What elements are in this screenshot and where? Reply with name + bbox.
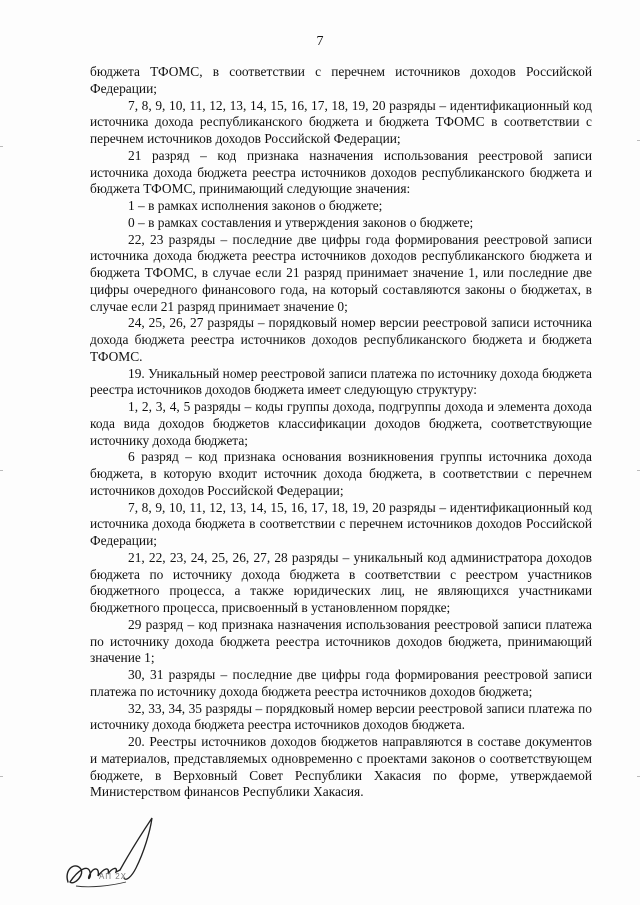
body-text xyxy=(90,64,592,801)
paragraph: 22, 23 разряды – последние две цифры года формирования реестровой записи источника дохода бюджета реестра источников доходов республиканского бюджета и бюджета ТФОМС, в случае если 21 разряд принимает значение 1, или последние две цифры очередного финансового года, на который составляются законы о бюджетах, в случае если 21 разряд принимает значение 0; xyxy=(90,231,592,314)
paragraph: 24, 25, 26, 27 разряды – порядковый номер версии реестровой записи источника дохода бюджета реестра источников доходов республиканского бюджета и бюджета ТФОМС. xyxy=(90,315,592,364)
paragraph: 21, 22, 23, 24, 25, 26, 27, 28 разряды – уникальный код администратора доходов бюджета по источнику дохода бюджета в соответствии с реестром участников бюджетного процесса, а также юридических лиц, не являющихся участниками бюджетного процесса, присвоенный в установленном порядке; xyxy=(90,549,592,615)
paragraph: 32, 33, 34, 35 разряды – порядковый номер версии реестровой записи платежа по источнику дохода бюджета реестра источников доходов бюджета. xyxy=(90,700,592,733)
stamp-text: АП 2Х xyxy=(99,872,128,881)
paragraph: 29 разряд – код признака назначения использования реестровой записи платежа по источнику дохода бюджета реестра источников доходов бюджета, принимающий значение 1; xyxy=(90,616,592,666)
paragraph: 6 разряд – код признака основания возникновения группы источника дохода бюджета, в которую входит источник дохода бюджета, в соответствии с перечнем источников доходов Российской Федерации; xyxy=(90,449,592,498)
edge-mark xyxy=(0,146,3,147)
page-number: 7 xyxy=(316,34,324,49)
paragraph: бюджета ТФОМС, в соответствии с перечнем источников доходов Российской Федерации; xyxy=(90,64,592,96)
paragraph: 0 – в рамках составления и утверждения законов о бюджете; xyxy=(128,214,474,230)
paragraph: 30, 31 разряды – последние две цифры года формирования реестровой записи платежа по источнику дохода бюджета реестра источников доходов бюджета; xyxy=(90,667,592,699)
paragraph: 1 – в рамках исполнения законов о бюджете; xyxy=(128,198,383,213)
paragraph: 1, 2, 3, 4, 5 разряды – коды группы дохода, подгруппы дохода и элемента дохода кода вида доходов бюджетов классификации доходов бюджета, соответствующие источнику дохода бюджета; xyxy=(90,399,592,448)
paragraph: 20. Реестры источников доходов бюджетов направляются в составе документов и материалов, представляемых одновременно с проектами законов о соответствующем бюджете, в Верховный Совет Республики Хакасия по форме, утверждаемой Министерством финансов Республики Хакасия. xyxy=(90,734,592,800)
paragraph: 21 разряд – код признака назначения использования реестровой записи источника дохода бюджета реестра источников доходов республиканского бюджета и бюджета ТФОМС, принимающий следующие значения: xyxy=(90,147,592,197)
edge-mark xyxy=(0,776,3,777)
paragraph: 19. Уникальный номер реестровой записи платежа по источнику дохода бюджета реестра источников доходов бюджета имеет следующую структуру: xyxy=(90,365,592,398)
paragraph: 7, 8, 9, 10, 11, 12, 13, 14, 15, 16, 17, 18, 19, 20 разряды – идентификационный код источника дохода бюджета в соответствии с перечнем источников доходов Российской Федерации; xyxy=(90,499,592,548)
paragraph: 7, 8, 9, 10, 11, 12, 13, 14, 15, 16, 17, 18, 19, 20 разряды – идентификационный код источника дохода республиканского бюджета и бюджета ТФОМС в соответствии с перечнем источников доходов Российской Федерации; xyxy=(90,97,592,146)
edge-mark xyxy=(0,470,3,471)
